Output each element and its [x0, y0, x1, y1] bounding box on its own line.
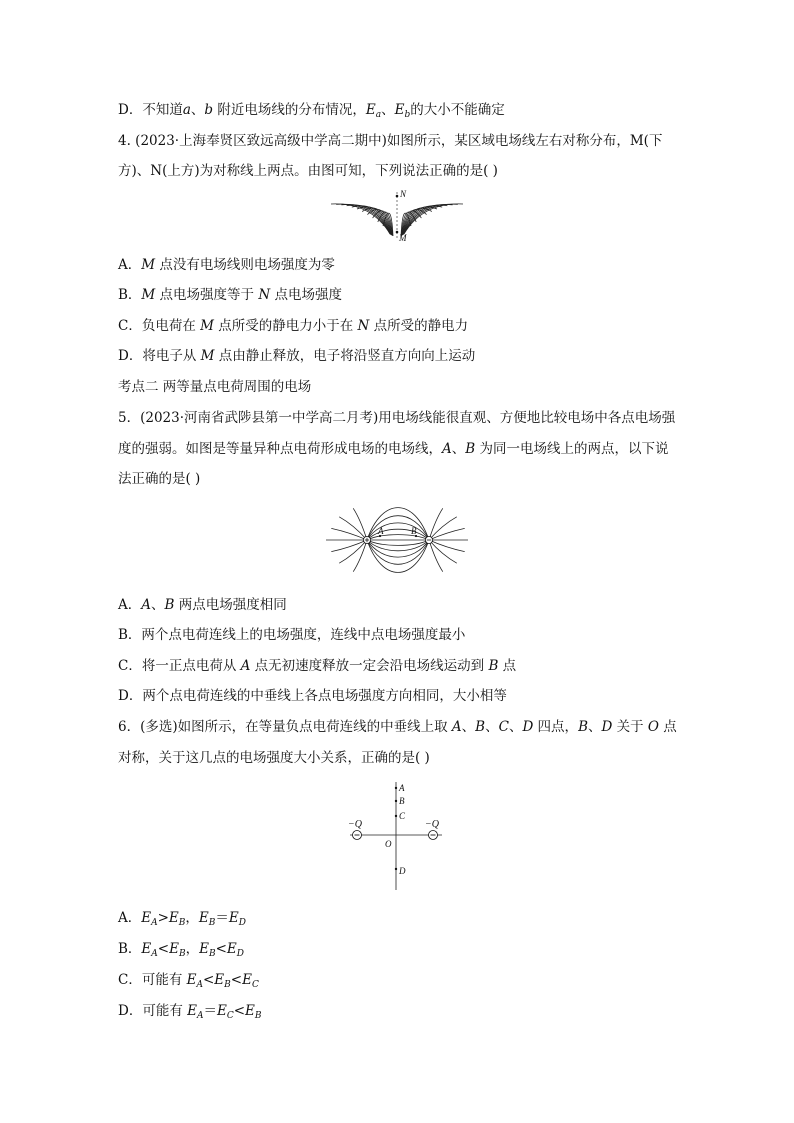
q6-label-right-q: −Q [425, 819, 439, 830]
q4-option-b: B．M 点电场强度等于 N 点电场强度 [118, 287, 342, 303]
q5-field-line [367, 508, 429, 540]
q4-label-n: N [400, 189, 407, 199]
q6-option-a: A．$E_A>E_B$，$E_B=E_D$ [118, 910, 246, 928]
q5-field-line [367, 540, 429, 564]
q4-stem-line1: 4. (2023·上海奉贤区致远高级中学高二期中)如图所示，某区域电场线左右对称分布，M(下 [118, 133, 663, 149]
q4-stem-line2: 方)、N(上方)为对称线上两点。由图可知，下列说法正确的是( ) [118, 163, 498, 179]
q5-option-c: C．将一正点电荷从 A 点无初速度释放一定会沿电场线运动到 B 点 [118, 658, 517, 674]
q6-option-c: C．可能有 $E_A<E_B<E_C$ [118, 972, 259, 990]
q4-point-m [396, 231, 399, 234]
q4-field-figure [330, 188, 464, 244]
q6-option-b: B．$E_A<E_B$，$E_B<E_D$ [118, 941, 244, 959]
q3-option-d: D．不知道a、b 附近电场线的分布情况，$E_a$、$E_b$的大小不能确定 [118, 102, 505, 120]
q6-stem-line1: 6．(多选)如图所示，在等量负点电荷连线的中垂线上取 A、B、C、D 四点，B、D 关于 O 点 [118, 719, 677, 735]
q5-stem-line3: 法正确的是( ) [118, 471, 201, 487]
q4-option-d: D．将电子从 M 点由静止释放，电子将沿竖直方向向上运动 [118, 348, 476, 364]
q6-label-c: C [399, 811, 406, 821]
q6-label-a: A [399, 783, 405, 793]
q5-dipole-figure [322, 503, 472, 577]
q6-figure [340, 778, 452, 894]
q5-label-a: A [378, 526, 384, 536]
q4-option-c: C．负电荷在 M 点所受的静电力小于在 N 点所受的静电力 [118, 318, 469, 334]
q5-field-line [367, 516, 429, 540]
q5-option-d: D．两个点电荷连线的中垂线上各点电场强度方向相同，大小相等 [118, 688, 507, 704]
q4-option-a: A．M 点没有电场线则电场强度为零 [118, 257, 335, 273]
q5-label-b: B [411, 526, 417, 536]
q5-stem-line1: 5．(2023·河南省武陟县第一中学高二月考)用电场线能很直观、方便地比较电场中各点电场强 [118, 410, 676, 426]
q4-label-m: M [399, 233, 407, 243]
q5-option-b: B．两个点电荷连线上的电场强度，连线中点电场强度最小 [118, 627, 466, 643]
q6-label-b: B [399, 796, 405, 806]
q5-field-line [367, 540, 429, 572]
section-heading-2: 考点二 两等量点电荷周围的电场 [118, 379, 312, 395]
q6-option-d: D．可能有 $E_A=E_C<E_B$ [118, 1003, 262, 1021]
q5-field-line [367, 540, 429, 545]
q5-stem-line2: 度的强弱。如图是等量异种点电荷形成电场的电场线，A、B 为同一电场线上的两点，以下说 [118, 441, 669, 457]
q6-label-d: D [399, 866, 406, 876]
q6-label-left-q: −Q [348, 819, 362, 830]
q6-stem-line2: 对称，关于这几点的电场强度大小关系，正确的是( ) [118, 750, 430, 766]
q6-label-o: O [385, 839, 392, 849]
q5-field-line [367, 535, 429, 540]
q4-point-n [396, 195, 399, 198]
q5-option-a: A．A、B 两点电场强度相同 [118, 597, 287, 613]
